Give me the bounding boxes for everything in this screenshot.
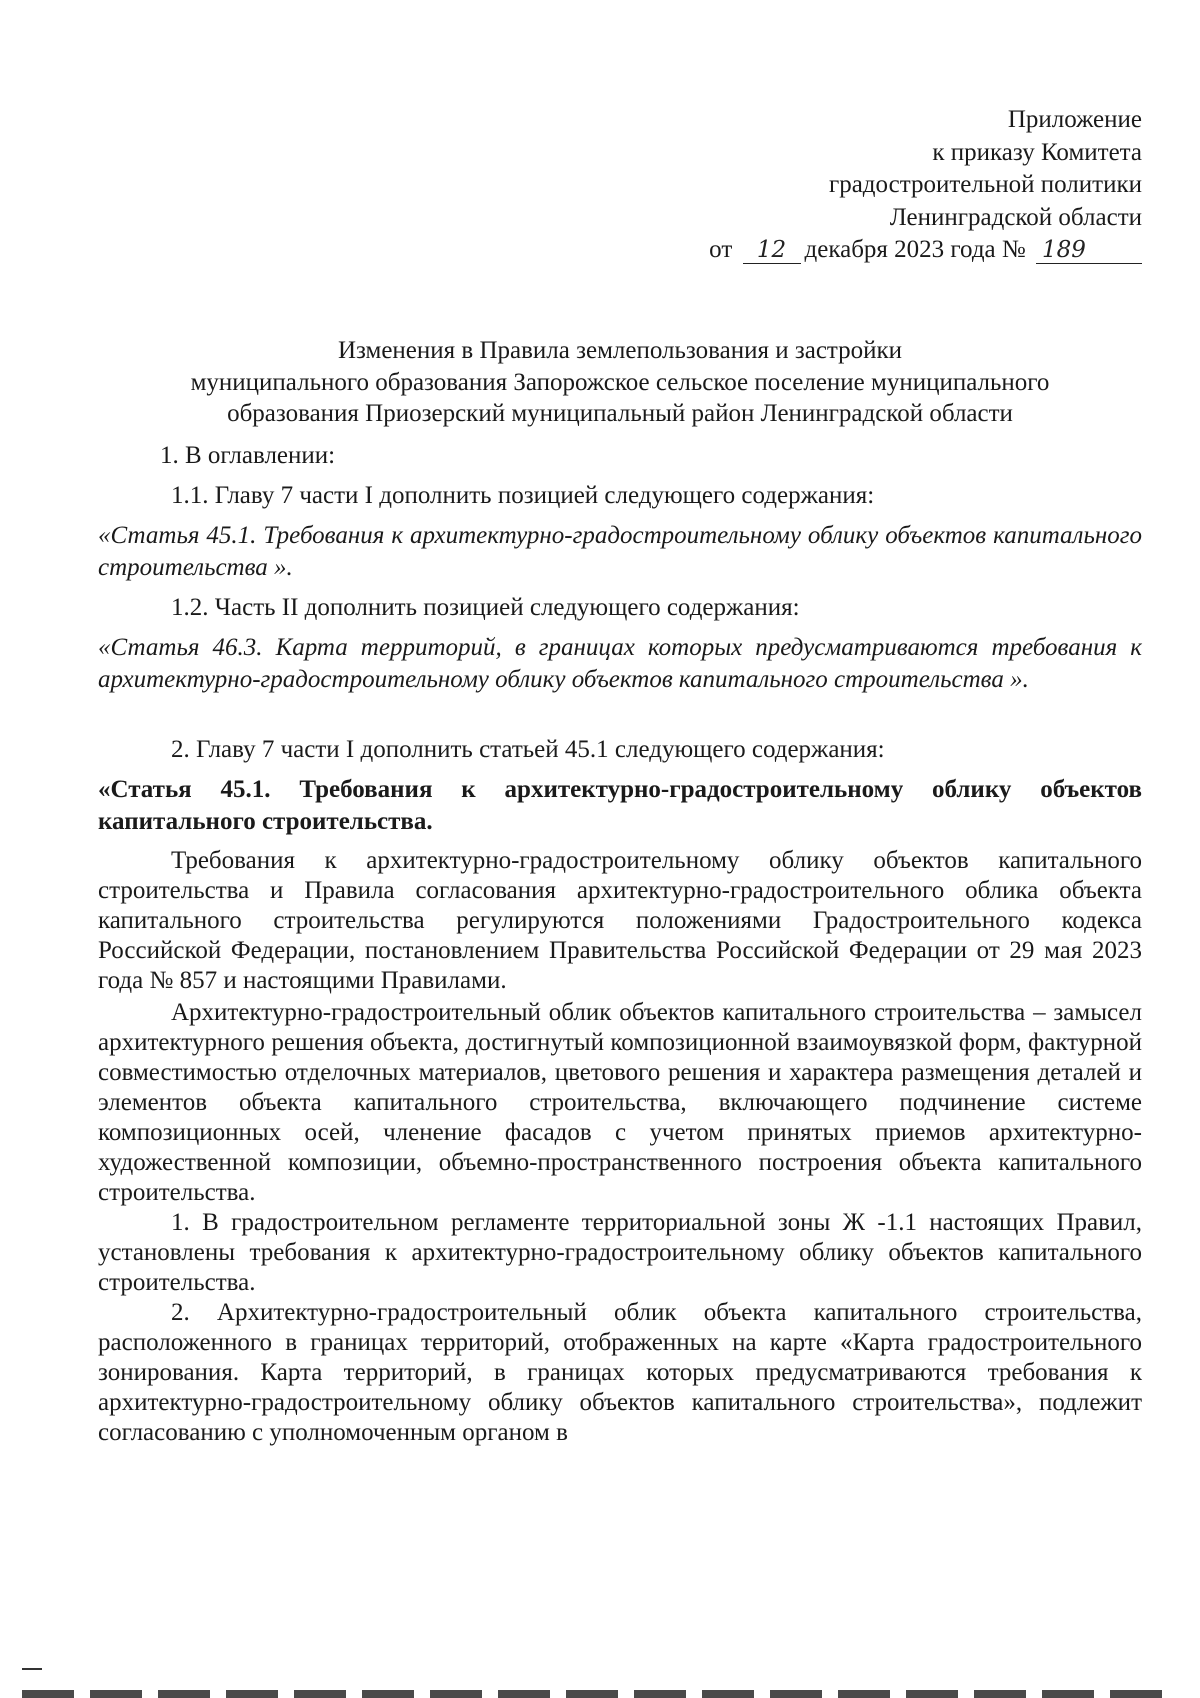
paragraph-point-2: 2. Архитектурно-градостроительный облик объекта капитального строительства, расположенного в границах территорий, отображенных на карте «Карта градостроительного зонирования. Карта территорий, в границах которых предусматриваются требования к архитектурно-градостроительному облику объектов капитального строительства», подлежит согласованию с уполномоченным органом в [98, 1299, 1142, 1446]
scan-footer-line [22, 1690, 1178, 1698]
paragraph-requirements: Требования к архитектурно-градостроительному облику объектов капитального строительства и Правила согласования архитектурно-градостроительного облика объекта капитального строительства регулируются положениями Градостроительного кодекса Российской Федерации, постановлением Правительства Российской Федерации от 29 мая 2023 года № 857 и настоящими Правилами. [98, 847, 1142, 994]
order-date-line [709, 234, 1142, 267]
title-line-1: Изменения в Правила землепользования и застройки [337, 337, 903, 364]
item-1: 1. В оглавлении: [160, 442, 336, 469]
handwritten-day: 12 [743, 237, 801, 264]
region-name: Ленинградской области [889, 203, 1142, 231]
quote-article-46-3: «Статья 46.3. Карта территорий, в границах которых предусматриваются требования к архитектурно-градостроительному облику объектов капитального строительства ». [98, 634, 1142, 693]
scan-mark [22, 1668, 42, 1670]
quote-article-45-1: «Статья 45.1. Требования к архитектурно-градостроительному облику объектов капитального строительства ». [98, 522, 1142, 581]
document-title [98, 335, 1142, 430]
title-line-2: муниципального образования Запорожское сельское поселение муниципального [190, 368, 1050, 396]
item-1-1: 1.1. Главу 7 части I дополнить позицией следующего содержания: [171, 482, 875, 509]
item-2: 2. Главу 7 части I дополнить статьей 45.1 следующего содержания: [171, 736, 885, 763]
handwritten-order-number: 189 [1036, 237, 1142, 264]
appendix-label: Приложение [1007, 106, 1142, 133]
paragraph-definition: Архитектурно-градостроительный облик объектов капитального строительства – замысел архитектурного решения объекта, достигнутый композиционной взаимоувязкой форм, фактурной совместимостью отделочных материалов, цветового решения и характера размещения деталей и элементов объекта капитального строительства, включающего подчинение системе композиционных осей, членение фасадов с учетом принятых приемов архитектурно-художественной композиции, объемно-пространственного построения объекта капитального строительства. [98, 999, 1142, 1206]
order-reference: к приказу Комитета [932, 138, 1142, 166]
title-line-3: образования Приозерский муниципальный район Ленинградской области [227, 400, 1013, 427]
date-middle: декабря 2023 года № [804, 236, 1026, 263]
date-prefix: от [709, 236, 733, 263]
appendix-header [709, 104, 1142, 267]
article-heading: «Статья 45.1. Требования к архитектурно-градостроительному облику объектов капитального строительства. [98, 776, 1142, 835]
item-1-2: 1.2. Часть II дополнить позицией следующего содержания: [171, 594, 800, 621]
paragraph-point-1: 1. В градостроительном регламенте территориальной зоны Ж -1.1 настоящих Правил, установлены требования к архитектурно-градостроительному облику объектов капитального строительства. [98, 1209, 1142, 1296]
committee-name: градостроительной политики [828, 171, 1142, 198]
